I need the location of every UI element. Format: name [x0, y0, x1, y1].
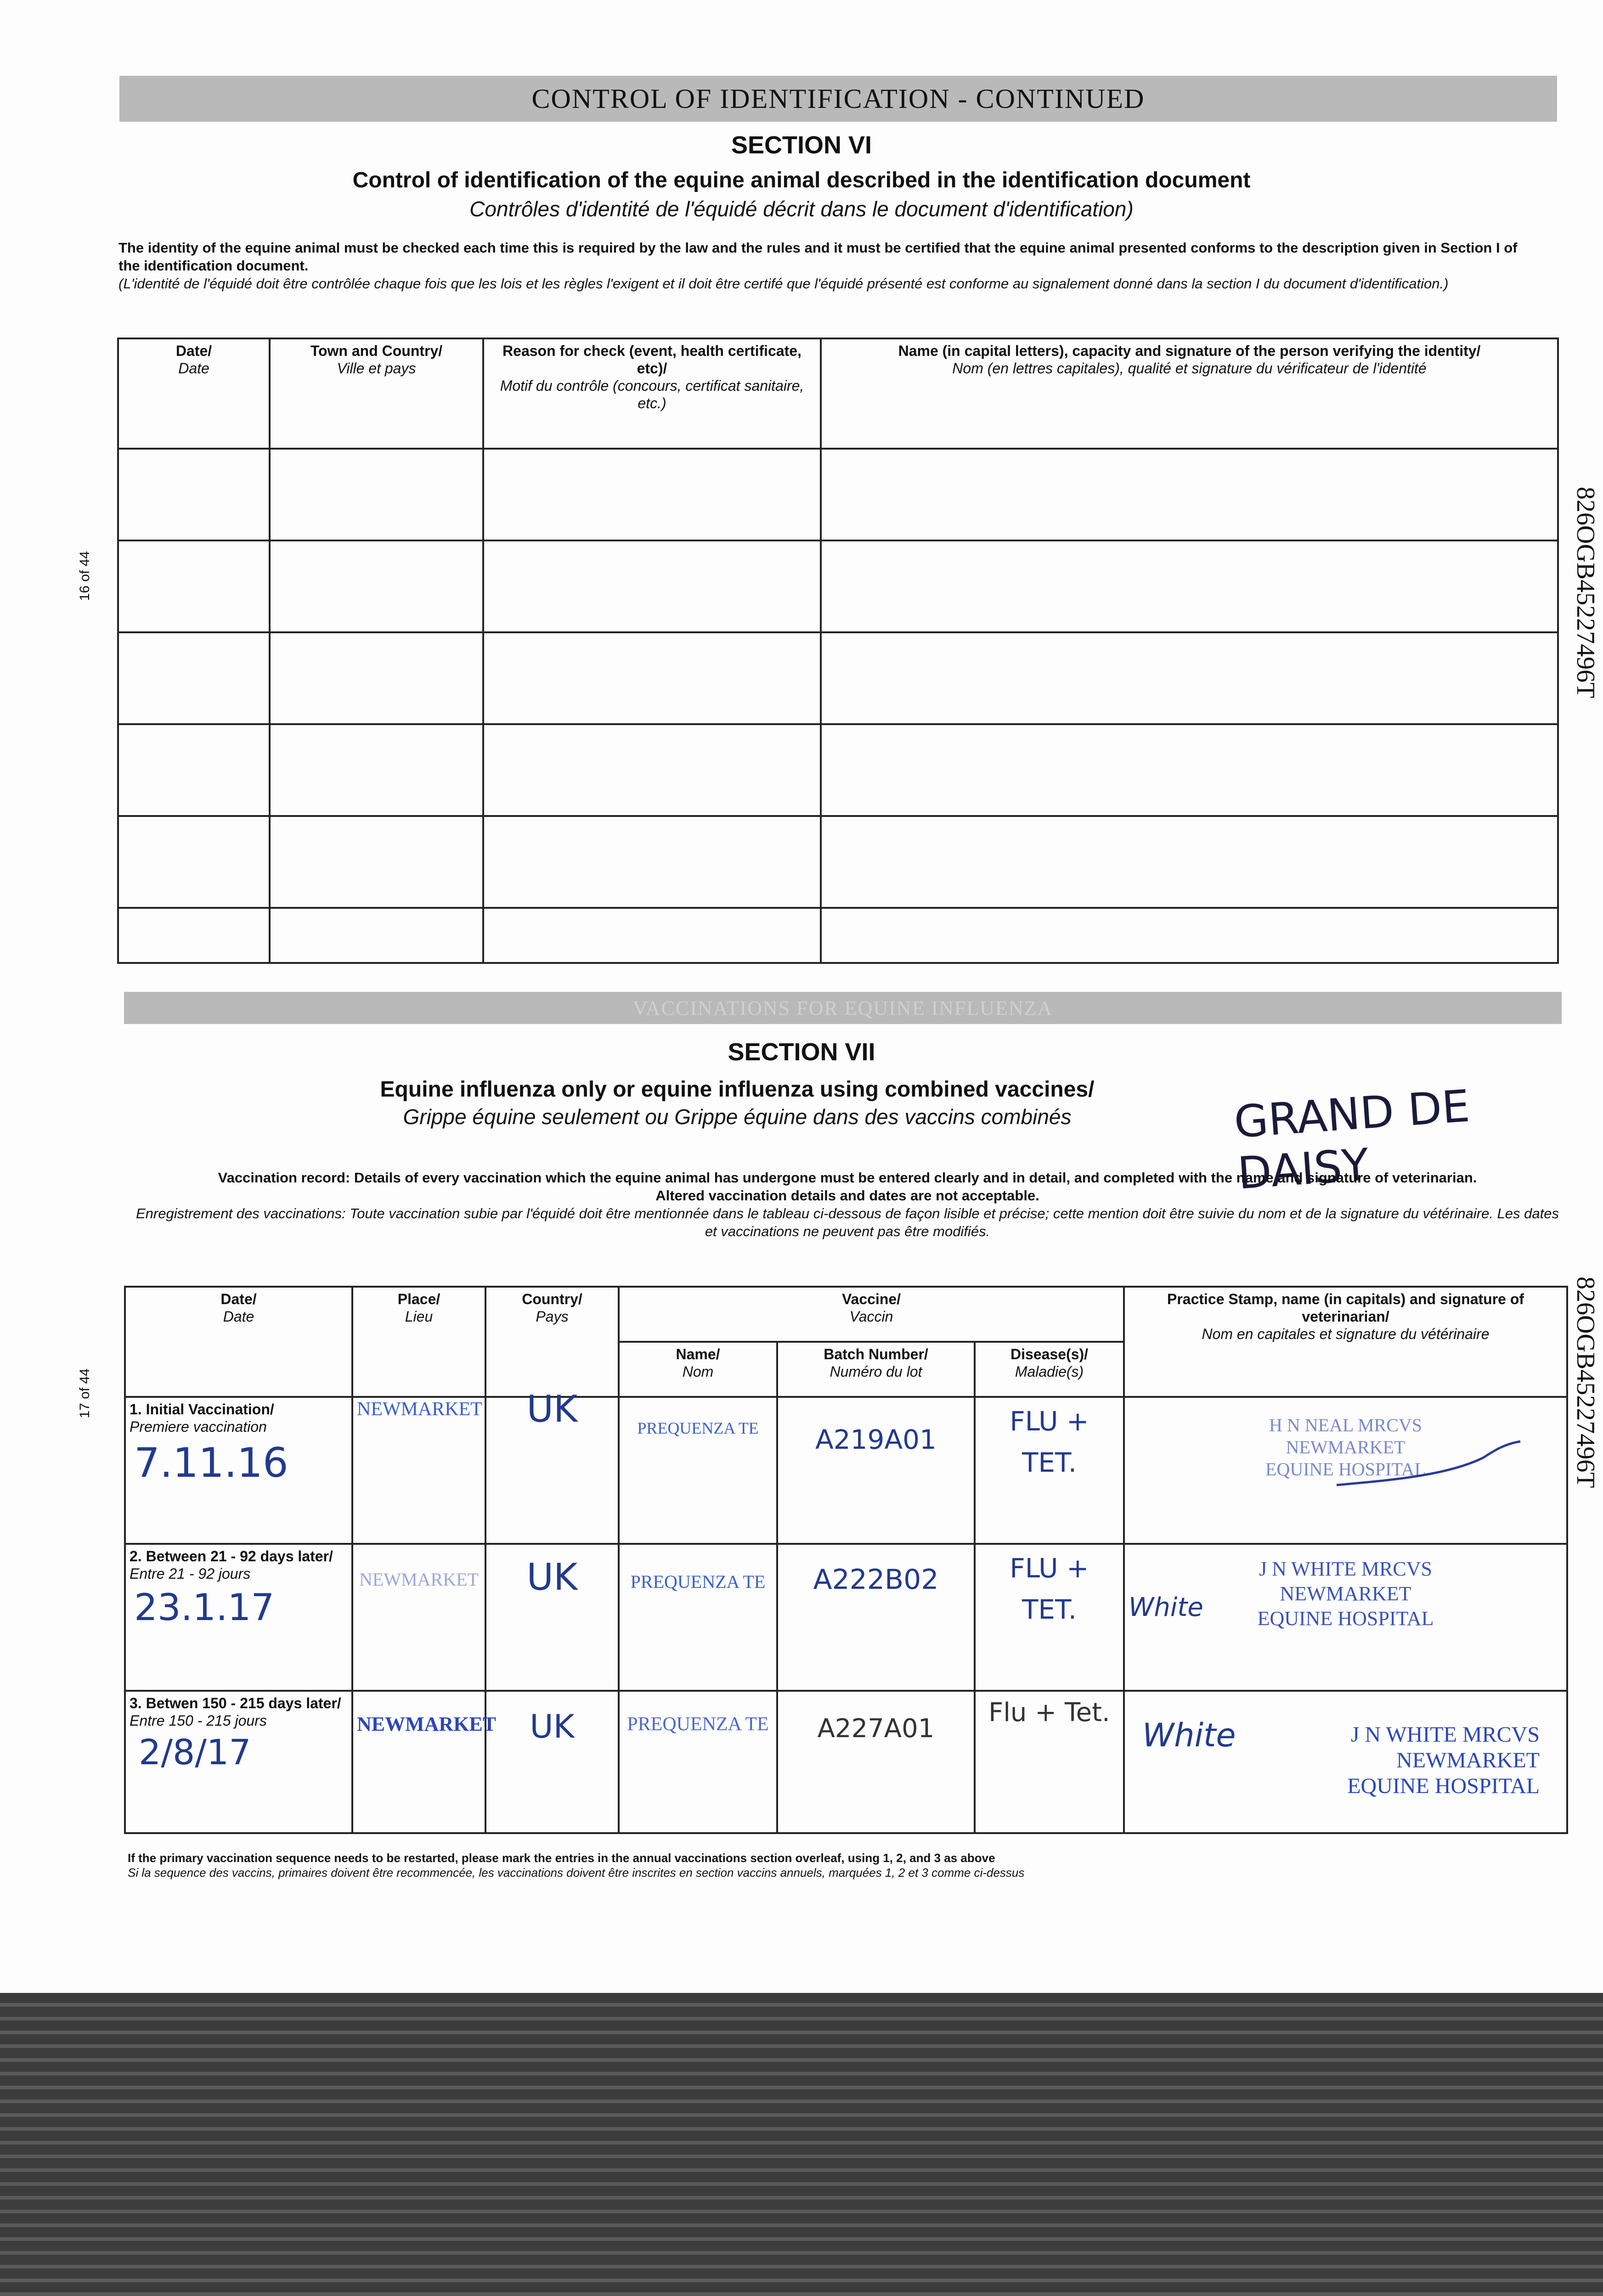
vet-signature: White [1142, 1716, 1236, 1754]
table-row [125, 1691, 1567, 1833]
col-date: Date/ Date [125, 1287, 352, 1397]
place-cell: NEWMARKET [352, 1397, 485, 1544]
table-row [125, 1544, 1567, 1691]
col-disease: Disease(s)/ Maladie(s) [975, 1342, 1124, 1397]
vet-stamp-cell [1124, 1544, 1567, 1691]
page-section-vi [0, 0, 1603, 964]
page-number-16: 16 of 44 [77, 551, 92, 601]
place-cell: NEWMARKET [352, 1691, 485, 1833]
date-handwritten: 2/8/17 [139, 1732, 251, 1773]
col-vaccine: Vaccine/ Vaccin [619, 1287, 1124, 1342]
table-row [125, 1397, 1567, 1544]
col-reason: Reason for check (event, health certificate, etc)/ Motif du contrôle (concours, certificat sanitaire, etc.) [483, 338, 821, 449]
vaccination-table [124, 1286, 1568, 1834]
doc-id-bottom: 826OGB45227496T [1571, 1277, 1600, 1488]
col-town-country: Town and Country/ Ville et pays [270, 338, 483, 449]
table-row [118, 908, 1558, 963]
table-row [118, 540, 1558, 632]
date-handwritten: 23.1.17 [134, 1586, 275, 1629]
col-batch: Batch Number/ Numéro du lot [777, 1342, 975, 1397]
vet-stamp-cell [1124, 1397, 1567, 1544]
vet-stamp: J N WHITE MRCVS NEWMARKET EQUINE HOSPITAL [1347, 1722, 1540, 1798]
vaccine-name-cell: PREQUENZA TE [619, 1397, 777, 1544]
scanner-background [0, 1993, 1603, 2296]
col-place: Place/ Lieu [352, 1287, 485, 1397]
page-section-vii [0, 964, 1603, 1999]
vet-stamp: J N WHITE MRCVS NEWMARKET EQUINE HOSPITAL [1257, 1558, 1434, 1630]
heading-en: Control of identification of the equine animal described in the identification document [352, 168, 1251, 192]
disease-cell: FLU + TET. [975, 1397, 1124, 1544]
intro-en: The identity of the equine animal must be checked each time this is required by the law and the rules and it must be certified that the equine animal presented conforms to the description given in Section I of the identification document. [119, 240, 1518, 274]
vet-stamp-cell [1124, 1691, 1567, 1833]
col-country: Country/ Pays [485, 1287, 619, 1397]
col-vaccine-name: Name/ Nom [619, 1342, 777, 1397]
doc-id-top: 826OGB45227496T [1571, 487, 1600, 698]
vet-signature: White [1129, 1593, 1203, 1622]
batch-cell: A227A01 [777, 1691, 975, 1833]
section-vii-title: SECTION VII [728, 1038, 875, 1066]
row-label-cell: 1. Initial Vaccination/ Premiere vaccination 7.11.16 [125, 1397, 352, 1544]
intro-fr: (L'identité de l'équidé doit être contrôlée chaque fois que les lois et les règles l'exigent et il doit être certifé que l'équidé présenté est conforme au signalement donné dans la section I du document d'identification.) [119, 276, 1449, 292]
table-row [118, 449, 1558, 540]
bar-title: CONTROL OF IDENTIFICATION - CONTINUED [531, 83, 1145, 114]
heading-fr: Grippe équine seulement ou Grippe équine dans des vaccins combinés [403, 1105, 1072, 1129]
vet-stamp: H N NEAL MRCVS NEWMARKET EQUINE HOSPITAL [1265, 1415, 1426, 1480]
date-handwritten: 7.11.16 [134, 1439, 288, 1486]
col-date: Date/ Date [118, 338, 270, 449]
bar-title: VACCINATIONS FOR EQUINE INFLUENZA [632, 996, 1053, 1019]
intro-text [119, 239, 1538, 293]
table-header-row [118, 338, 1558, 449]
vaccine-name-cell: PREQUENZA TE [619, 1691, 777, 1833]
record-text [135, 1169, 1559, 1240]
disease-cell: FLU + TET. [975, 1544, 1124, 1691]
record-en: Vaccination record: Details of every vaccination which the equine animal has undergone must be entered clearly and in detail, and completed with the name and signature of veterinarian. [218, 1170, 1477, 1186]
identity-check-table [117, 338, 1559, 964]
heading-en: Equine influenza only or equine influenza using combined vaccines/ [380, 1077, 1095, 1102]
batch-cell: A222B02 [777, 1544, 975, 1691]
record-en2: Altered vaccination details and dates are not acceptable. [655, 1187, 1039, 1204]
table-row [118, 816, 1558, 908]
country-cell: UK [485, 1691, 619, 1833]
page-number-17: 17 of 44 [77, 1368, 92, 1418]
row-label-cell: 2. Between 21 - 92 days later/ Entre 21 - 92 jours 23.1.17 [125, 1544, 352, 1691]
section-vi-title: SECTION VI [731, 131, 872, 159]
footnote-fr: Si la sequence des vaccins, primaires doivent être recommencée, les vaccinations doivent être inscrites en section vaccins annuels, marquées 1, 2 et 3 comme ci-dessus [128, 1866, 1025, 1880]
table-row [118, 724, 1558, 816]
footnote-en: If the primary vaccination sequence needs to be restarted, please mark the entries in the annual vaccinations section overleaf, using 1, 2, and 3 as above [128, 1851, 995, 1865]
horse-name-handwritten: GRAND DE DAISY [1232, 1080, 1472, 1199]
place-cell: NEWMARKET [352, 1544, 485, 1691]
disease-cell: Flu + Tet. [975, 1691, 1124, 1833]
header-row-1 [125, 1287, 1567, 1342]
country-cell: UK [485, 1544, 619, 1691]
section-bar-vaccinations [124, 992, 1562, 1024]
table-row [118, 632, 1558, 724]
section-bar-control-identification [119, 76, 1557, 122]
footnote [128, 1851, 1552, 1880]
country-cell: UK [485, 1397, 619, 1544]
vaccine-name-cell: PREQUENZA TE [619, 1544, 777, 1691]
vet-signature-stroke [1332, 1439, 1525, 1494]
col-verifier: Name (in capital letters), capacity and signature of the person verifying the identity/ Nom (en lettres capitales), qualité et signature du vérificateur de l'identité [821, 338, 1558, 449]
heading-fr: Contrôles d'identité de l'équidé décrit dans le document d'identification) [469, 197, 1134, 221]
row-label-cell: 3. Betwen 150 - 215 days later/ Entre 150 - 215 jours 2/8/17 [125, 1691, 352, 1833]
col-practice-stamp: Practice Stamp, name (in capitals) and signature of veterinarian/ Nom en capitales et signature du vétérinaire [1124, 1287, 1567, 1397]
record-fr: Enregistrement des vaccinations: Toute vaccination subie par l'équidé doit être mentionnée dans le tableau ci-dessous de façon lisible et précise; cette mention doit être suivie du nom et de la signature du vétérinaire. Les dates et vaccinations ne peuvent pas être modifiés. [135, 1205, 1559, 1239]
batch-cell: A219A01 [777, 1397, 975, 1544]
